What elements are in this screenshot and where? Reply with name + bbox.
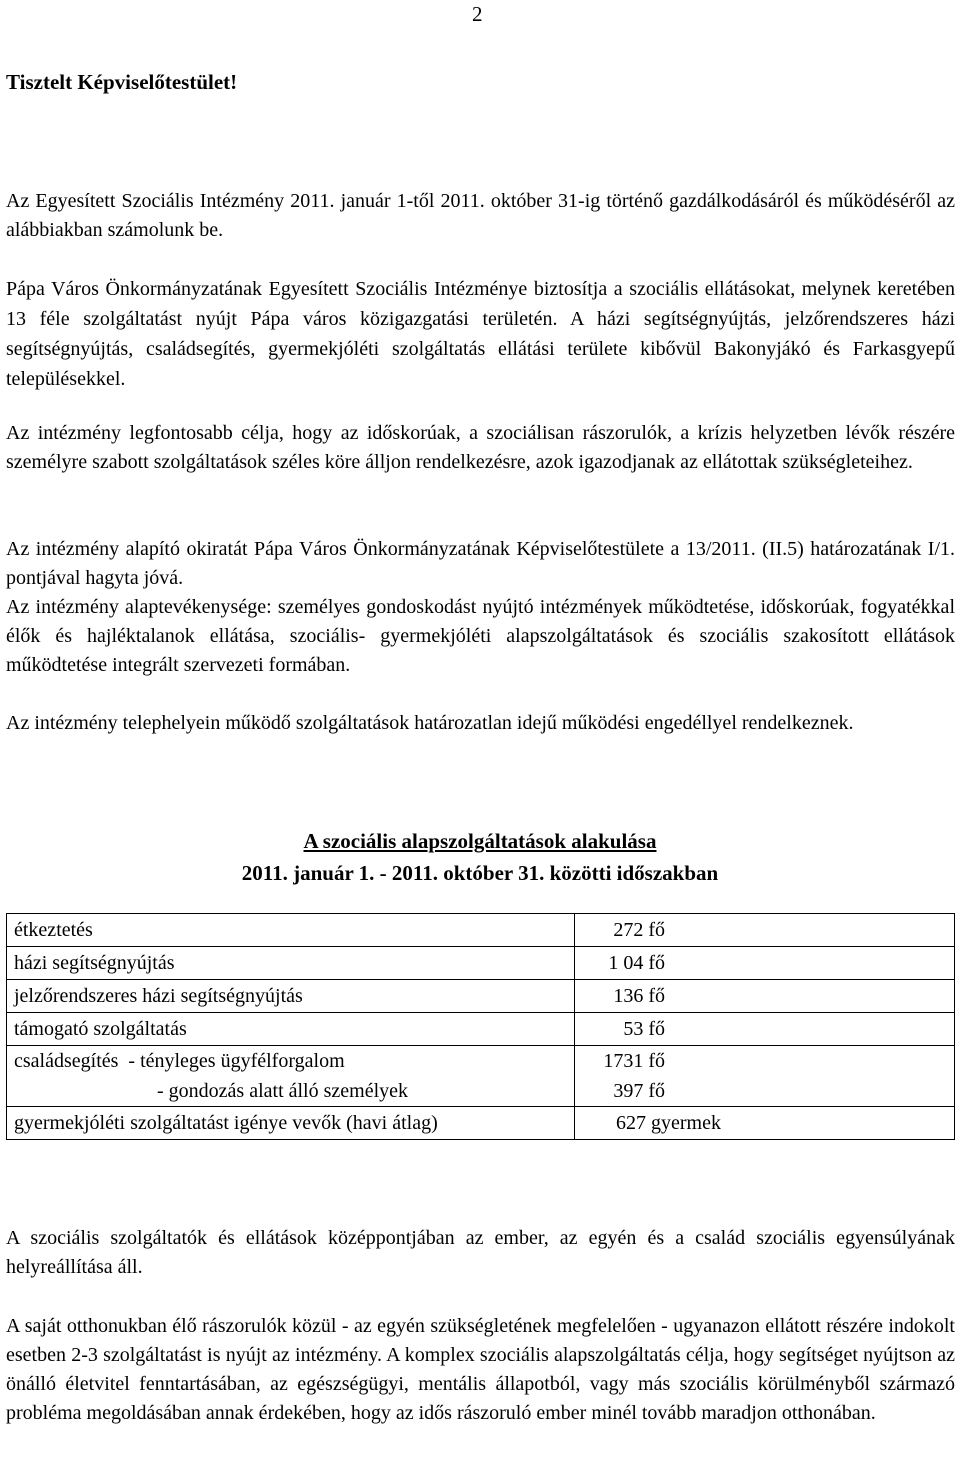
section-title-line2: 2011. január 1. - 2011. október 31. közötti időszakban xyxy=(241,861,719,885)
table-cell-value: 272 fő xyxy=(575,914,955,947)
table-row-family-support xyxy=(7,1046,955,1107)
page-number: 2 xyxy=(472,2,483,26)
table-row xyxy=(7,914,955,947)
salutation-heading: Tisztelt Képviselőtestület! xyxy=(6,70,238,94)
table-row xyxy=(7,947,955,980)
paragraph-charter: Az intézmény alapító okiratát Pápa Város Önkormányzatának Képviselőtestülete a 13/2011. (II.5) határozatának I/1. pontjával hagyta jóvá. xyxy=(6,538,955,589)
table-cell-label: gyermekjóléti szolgáltatást igénye vevők (havi átlag) xyxy=(7,1107,575,1140)
family-label-line2: - gondozás alatt álló személyek xyxy=(157,1080,409,1102)
family-label-line1: családsegítés - tényleges ügyfélforgalom xyxy=(14,1050,345,1072)
paragraph-licenses: Az intézmény telephelyein működő szolgáltatások határozatlan idejű működési engedéllyel rendelkeznek. xyxy=(6,712,854,734)
table-cell-label: jelzőrendszeres házi segítségnyújtás xyxy=(7,980,575,1013)
family-value-line2: 397 fő xyxy=(613,1080,665,1102)
table-cell-value: 1 04 fő xyxy=(575,947,955,980)
table-cell-value: 136 fő xyxy=(575,980,955,1013)
table-cell-value xyxy=(575,1046,955,1107)
family-value-line1: 1731 fő xyxy=(603,1050,665,1072)
paragraph-intro: Az Egyesített Szociális Intézmény 2011. január 1-től 2011. október 31-ig történő gazdálkodásáról és működéséről az alábbiakban számolunk be. xyxy=(6,190,955,241)
table-cell-label xyxy=(7,1046,575,1107)
section-title-line1: A szociális alapszolgáltatások alakulása xyxy=(303,829,657,853)
services-table xyxy=(6,913,955,1140)
paragraph-core-activity: Az intézmény alaptevékenysége: személyes gondoskodást nyújtó intézmények működtetése, időskorúak, fogyatékkal élők és hajléktalanok ellátása, szociális- gyermekjóléti alapszolgáltatások és szociális szakosított ellátások működtetése integrált szervezeti formában. xyxy=(6,596,955,676)
table-row xyxy=(7,980,955,1013)
section-title xyxy=(0,825,960,889)
table-cell-label: támogató szolgáltatás xyxy=(7,1013,575,1046)
table-cell-label: étkeztetés xyxy=(7,914,575,947)
table-row xyxy=(7,1013,955,1046)
paragraph-home-care: A saját otthonukban élő rászorulók közül - az egyén szükségletének megfelelően - ugyanazon ellátott részére indokolt esetben 2-3 szolgáltatást is nyújt az intézmény. A komplex szociális alapszolgáltatás célja, hogy segítséget nyújtson az önálló életvitel fenntartásában, az egészségügyi, mentális állapotból, vagy más szociális körülményből származó probléma megoldásában annak érdekében, hogy az idős rászoruló ember minél tovább maradjon otthonában. xyxy=(6,1315,955,1424)
table-cell-label: házi segítségnyújtás xyxy=(7,947,575,980)
paragraph-focus: A szociális szolgáltatók és ellátások középpontjában az ember, az egyén és a család szociális egyensúlyának helyreállítása áll. xyxy=(6,1227,955,1278)
paragraph-goal: Az intézmény legfontosabb célja, hogy az időskorúak, a szociálisan rászorulók, a krízis helyzetben lévők részére személyre szabott szolgáltatások széles köre álljon rendelkezésre, azok igazodjanak az ellátottak szükségleteihez. xyxy=(6,422,955,473)
table-row-child-welfare xyxy=(7,1107,955,1140)
table-cell-value: 53 fő xyxy=(575,1013,955,1046)
table-cell-value: 627 gyermek xyxy=(575,1107,955,1140)
paragraph-services: Pápa Város Önkormányzatának Egyesített Szociális Intézménye biztosítja a szociális ellátásokat, melynek keretében 13 féle szolgáltatást nyújt Pápa város közigazgatási területén. A házi segítségnyújtás, jelzőrendszeres házi segítségnyújtás, családsegítés, gyermekjóléti szolgáltatás ellátási területe kibővül Bakonyjákó és Farkasgyepű településekkel. xyxy=(6,278,955,390)
